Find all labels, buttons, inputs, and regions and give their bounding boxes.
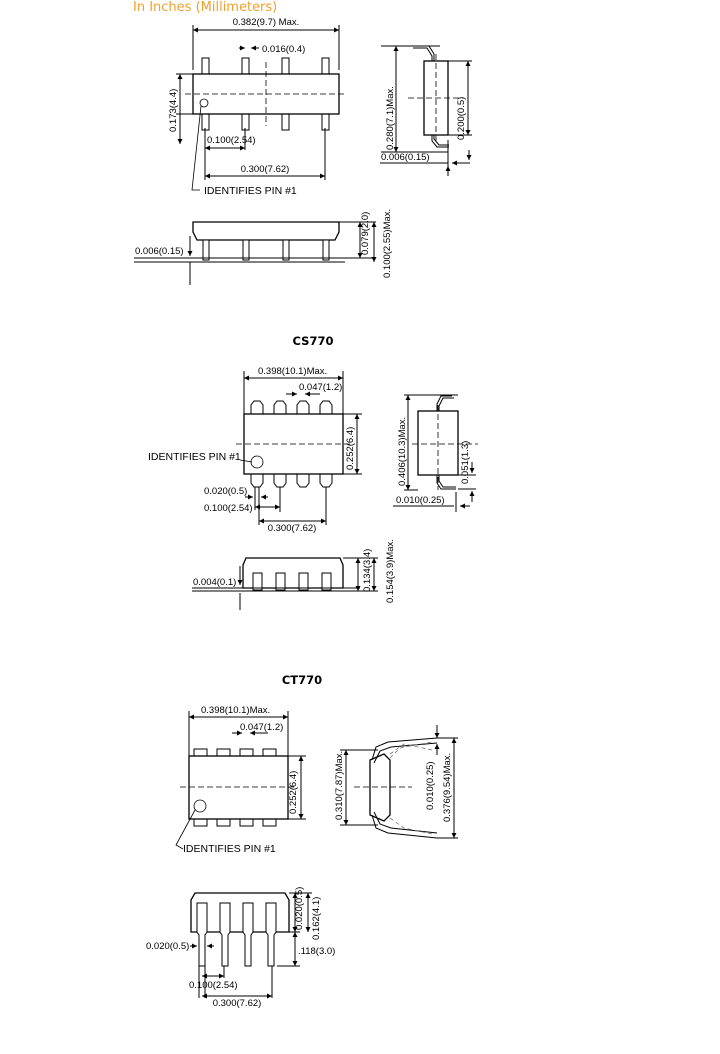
p3-side-lead [243,903,253,966]
package-3-title: CT770 [281,673,323,687]
p3-overall-length-label: 0.398(10.1)Max. [201,705,271,716]
p1-pin [202,112,209,130]
package-3-top-view [176,705,306,855]
p1-body-width-label: 0.173(4.4) [168,88,179,132]
p2-side-lead [322,573,331,590]
p1-overall-length-label: 0.382(9.7) Max. [232,17,300,28]
p1-pin1-label: IDENTIFIES PIN #1 [204,185,297,197]
p2-pin [274,401,286,414]
p1-side-standoff-label: 0.006(0.15) [135,246,184,257]
p1-side-body [193,222,339,240]
p3-side-lead [266,903,276,966]
p2-end-lead-thickness-label: 0.010(0.25) [396,495,445,506]
p1-side-body-height-label: 0.079(2.0) [360,211,371,255]
p3-side-lead [197,903,207,966]
package-2-end-view [393,395,478,512]
package-1-drawing [134,17,472,285]
p2-pin-pitch-label: 0.100(2.54) [204,503,253,514]
p2-side-total-height-label: 0.154(3.9)Max. [385,539,396,603]
p2-side-standoff-label: 0.004(0.1) [193,577,237,588]
p2-end-overall-width-label: 0.406(10.3)Max. [397,416,408,486]
p2-pin [297,401,309,414]
p2-pin [251,401,263,414]
p3-side-total-height-label: 0.162(4.1) [311,896,322,940]
p3-pin [240,819,253,826]
p1-side-total-height-label: 0.100(2.55)Max. [382,208,393,278]
p1-side-lead [323,240,329,260]
p1-end-lead-span-label: 0.200(0.5) [456,96,467,140]
p2-lead-width-label: 0.020(0.5) [204,486,248,497]
p3-pin [263,819,276,826]
p3-pin [217,749,230,756]
package-2-drawing [148,334,478,610]
p1-pin [282,58,289,76]
p1-pin [242,112,249,130]
p2-body-width-label: 0.252(6.4) [345,426,356,470]
p1-end-lead-thickness-label: 0.006(0.15) [381,152,430,163]
p1-side-lead [243,240,249,260]
p3-side-shoulder-height-label: 0.020(0.5) [294,886,305,930]
p3-pin [194,749,207,756]
p2-side-lead [253,573,262,590]
p3-body-width-label: 0.252(6.4) [288,770,299,814]
p2-pin [297,474,309,487]
p1-pin [282,112,289,130]
package-1-side-view [134,209,393,285]
p1-row-span-label: 0.300(7.62) [240,164,290,175]
page-heading: In Inches (Millimeters) [133,0,278,15]
p1-side-lead [203,240,209,260]
p2-pin1-label: IDENTIFIES PIN #1 [148,451,241,463]
p1-pin [202,58,209,76]
p3-side-row-span-label: 0.300(7.62) [212,998,262,1009]
p3-end-overall-width-label: 0.376(9.54)Max. [442,752,453,822]
p1-side-lead [283,240,289,260]
p3-end-body [370,754,390,821]
p1-pin [322,58,329,76]
p3-side-pin-pitch-label: 0.100(2.54) [189,980,238,991]
p3-side-lead-width-label: 0.020(0.5) [146,941,190,952]
p3-side-lead-length-label: .118(3.0) [298,946,336,957]
p3-side-lead [220,903,230,966]
package-2-side-view [192,539,396,610]
p2-row-span-label: 0.300(7.62) [267,523,317,534]
p3-body [189,756,288,819]
p2-pin [274,474,286,487]
p3-end-body-width-label: 0.310(7.87)Max. [334,750,345,820]
p2-pin-width-label: 0.047(1.2) [299,382,343,393]
package-1-end-view [380,46,472,176]
package-3-side-view [146,887,335,1009]
package-2-top-view [148,366,362,534]
package-1-top-view [168,17,345,197]
p1-pin [242,58,249,76]
package-3-drawing [146,673,458,1009]
p1-pin [322,112,329,130]
p3-pin-width-label: 0.047(1.2) [240,722,284,733]
p3-end-lead-thickness-label: 0.010(0.25) [425,761,436,810]
p2-overall-length-label: 0.398(10.1)Max. [258,366,328,377]
package-3-end-view [334,725,458,838]
p2-end-lead-length-label: 0.051(1.3) [460,440,471,484]
p3-pin [263,749,276,756]
p3-pin [217,819,230,826]
p2-side-body-height-label: 0.134(3.4) [362,548,373,592]
p2-pin [251,474,263,487]
p2-side-lead [276,573,285,590]
p2-side-lead [299,573,308,590]
p2-pin [320,401,332,414]
p1-end-overall-width-label: 0.280(7.1)Max. [385,86,396,150]
p1-pin-pitch-label: 0.100(2.54) [207,135,256,146]
p2-pin [320,474,332,487]
p3-pin [240,749,253,756]
p3-pin1-label: IDENTIFIES PIN #1 [183,843,276,855]
p1-pin-width-label: 0.016(0.4) [262,44,306,55]
package-2-title: CS770 [292,334,334,348]
p3-pin [194,819,207,826]
